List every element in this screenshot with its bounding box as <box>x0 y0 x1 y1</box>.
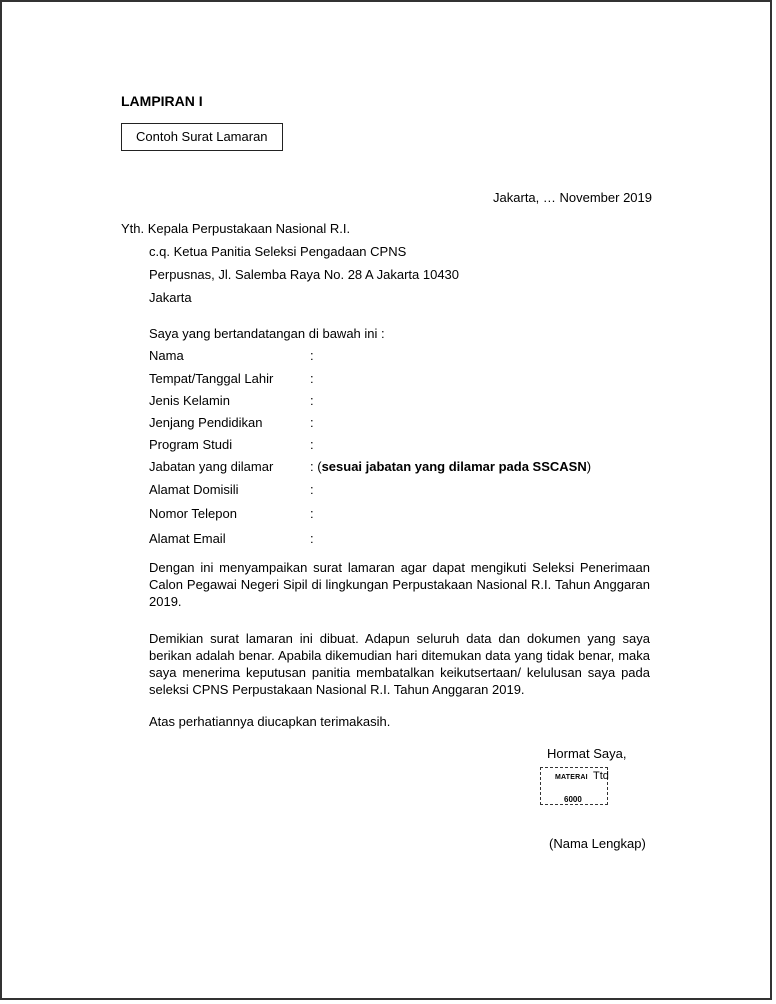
field-value-suffix: ) <box>586 459 592 474</box>
signature-greeting: Hormat Saya, <box>547 746 627 761</box>
field-label: Alamat Email <box>149 531 226 546</box>
recipient-line-3: Perpusnas, Jl. Salemba Raya No. 28 A Jakarta 10430 <box>149 267 460 282</box>
closing-text: Atas perhatiannya diucapkan terimakasih. <box>149 714 391 729</box>
paragraph-application: Dengan ini menyampaikan surat lamaran agar dapat mengikuti Seleksi Penerimaan Calon Pegawai Negeri Sipil di lingkungan Perpustakaan Nasional R.I. Tahun Anggaran 2019. <box>149 560 650 609</box>
field-label: Program Studi <box>149 437 233 452</box>
signer-name: (Nama Lengkap) <box>549 836 646 851</box>
field-colon: : <box>310 482 314 497</box>
field-label: Jenis Kelamin <box>149 393 230 408</box>
field-label: Alamat Domisili <box>149 482 239 497</box>
field-label: Tempat/Tanggal Lahir <box>149 371 274 386</box>
field-value: sesuai jabatan yang dilamar pada SSCASN <box>321 459 587 474</box>
stamp-value: 6000 <box>564 795 582 804</box>
field-colon <box>310 459 591 474</box>
field-label: Nomor Telepon <box>149 506 237 521</box>
lampiran-heading: LAMPIRAN I <box>121 93 203 109</box>
recipient-line-4: Jakarta <box>149 290 192 305</box>
field-colon: : <box>310 371 314 386</box>
paragraph-declaration: Demikian surat lamaran ini dibuat. Adapun seluruh data dan dokumen yang saya berikan adalah benar. Apabila dikemudian hari ditemukan data yang tidak benar, maka saya menerima keputusan panitia membatalkan keikutsertaan/ kelulusan saya pada seleksi CPNS Perpustakaan Nasional R.I. Tahun Anggaran 2019. <box>149 631 650 697</box>
field-colon: : <box>310 348 314 363</box>
field-label: Nama <box>149 348 184 363</box>
stamp-label: MATERAI <box>555 774 588 781</box>
field-colon: : <box>310 393 314 408</box>
intro-text: Saya yang bertandatangan di bawah ini : <box>149 326 385 341</box>
date-line: Jakarta, … November 2019 <box>493 190 652 205</box>
stamp-signature: Ttd <box>593 770 609 782</box>
field-colon-mark: : ( <box>310 459 322 474</box>
example-letter-box: Contoh Surat Lamaran <box>121 123 283 151</box>
duty-stamp <box>540 767 608 805</box>
field-colon: : <box>310 437 314 452</box>
recipient-line-2: c.q. Ketua Panitia Seleksi Pengadaan CPNS <box>149 244 407 259</box>
field-colon: : <box>310 531 314 546</box>
field-colon: : <box>310 506 314 521</box>
recipient-line-1: Yth. Kepala Perpustakaan Nasional R.I. <box>121 221 351 236</box>
field-label: Jabatan yang dilamar <box>149 459 274 474</box>
field-colon: : <box>310 415 314 430</box>
field-label: Jenjang Pendidikan <box>149 415 263 430</box>
